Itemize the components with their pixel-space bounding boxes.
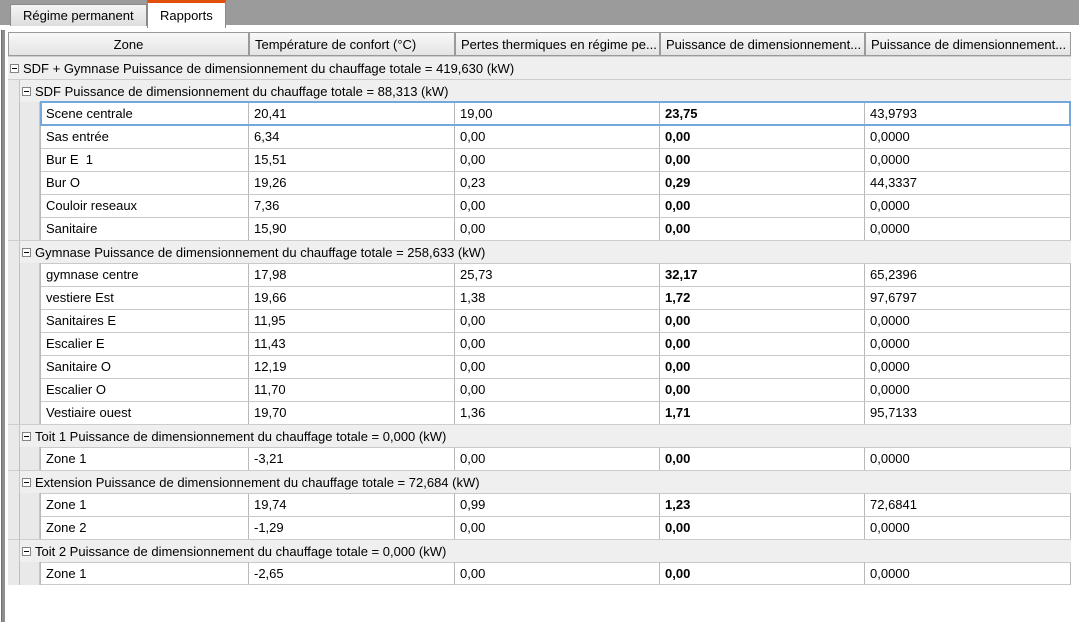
zone-cell[interactable]: Sanitaires E [41, 309, 249, 332]
tree-gutter [8, 241, 20, 263]
value-cell[interactable]: 11,43 [249, 332, 455, 355]
column-header-puissance-dimensionnement-1[interactable]: Puissance de dimensionnement... [660, 32, 865, 56]
data-row[interactable] [8, 263, 1071, 286]
value-cell[interactable]: 65,2396 [865, 263, 1071, 286]
data-row[interactable] [8, 493, 1071, 516]
tree-gutter [8, 194, 40, 217]
value-cell[interactable]: 7,36 [249, 194, 455, 217]
value-cell[interactable]: 0,0000 [865, 217, 1071, 240]
value-cell[interactable]: 0,00 [455, 217, 660, 240]
group-label: SDF Puissance de dimensionnement du chauffage totale = 88,313 (kW) [35, 83, 449, 99]
value-cell[interactable]: 0,00 [455, 562, 660, 585]
value-cell[interactable]: 20,41 [249, 102, 455, 125]
zone-cell[interactable]: gymnase centre [41, 263, 249, 286]
zone-cell[interactable]: Escalier O [41, 378, 249, 401]
value-cell[interactable]: 0,00 [455, 516, 660, 539]
value-cell[interactable]: 0,00 [455, 378, 660, 401]
value-cell[interactable]: 1,71 [660, 401, 865, 424]
group-band [20, 540, 1071, 562]
data-row[interactable] [8, 102, 1071, 125]
group-label: SDF + Gymnase Puissance de dimensionnement du chauffage totale = 419,630 (kW) [23, 60, 515, 76]
value-cell[interactable]: 0,00 [660, 447, 865, 470]
row-cells [40, 447, 1071, 470]
value-cell[interactable]: 0,0000 [865, 194, 1071, 217]
row-cells [40, 355, 1071, 378]
group-band [20, 241, 1071, 263]
value-cell[interactable]: 0,00 [660, 148, 865, 171]
row-cells [40, 125, 1071, 148]
group-label: Toit 2 Puissance de dimensionnement du chauffage totale = 0,000 (kW) [35, 543, 447, 559]
value-cell[interactable]: 43,9793 [865, 102, 1071, 125]
row-cells [40, 309, 1071, 332]
value-cell[interactable]: 0,00 [660, 194, 865, 217]
value-cell[interactable]: 19,66 [249, 286, 455, 309]
value-cell[interactable]: 0,00 [660, 562, 865, 585]
row-cells [40, 332, 1071, 355]
value-cell[interactable]: 0,00 [660, 309, 865, 332]
tab-rapports[interactable]: Rapports [147, 0, 226, 28]
data-row[interactable] [8, 516, 1071, 539]
zone-cell[interactable]: Escalier E [41, 332, 249, 355]
group-band [20, 425, 1071, 447]
value-cell[interactable]: 11,95 [249, 309, 455, 332]
tree-gutter [8, 148, 40, 171]
value-cell[interactable]: 19,00 [455, 102, 660, 125]
data-row[interactable] [8, 217, 1071, 240]
value-cell[interactable]: 0,29 [660, 171, 865, 194]
value-cell[interactable]: 0,00 [455, 355, 660, 378]
tree-gutter [8, 309, 40, 332]
value-cell[interactable]: -3,21 [249, 447, 455, 470]
group-row [8, 79, 1071, 102]
row-cells [40, 217, 1071, 240]
group-row [8, 240, 1071, 263]
collapse-minus-icon[interactable] [22, 478, 31, 487]
value-cell[interactable]: 19,74 [249, 493, 455, 516]
value-cell[interactable]: 0,00 [660, 125, 865, 148]
group-row [8, 56, 1071, 79]
value-cell[interactable]: 23,75 [660, 102, 865, 125]
value-cell[interactable]: -2,65 [249, 562, 455, 585]
group-row [8, 470, 1071, 493]
tree-gutter [8, 125, 40, 148]
data-row[interactable] [8, 309, 1071, 332]
value-cell[interactable]: 44,3337 [865, 171, 1071, 194]
value-cell[interactable]: 17,98 [249, 263, 455, 286]
value-cell[interactable]: 25,73 [455, 263, 660, 286]
value-cell[interactable]: 0,00 [455, 194, 660, 217]
column-header-puissance-dimensionnement-2[interactable]: Puissance de dimensionnement... [865, 32, 1071, 56]
tree-gutter [8, 355, 40, 378]
value-cell[interactable]: 0,0000 [865, 309, 1071, 332]
row-cells [40, 171, 1071, 194]
collapse-minus-icon[interactable] [22, 547, 31, 556]
group-row [8, 539, 1071, 562]
tree-gutter [8, 171, 40, 194]
data-row[interactable] [8, 355, 1071, 378]
data-row[interactable] [8, 562, 1071, 585]
value-cell[interactable]: 0,00 [660, 332, 865, 355]
row-cells [40, 286, 1071, 309]
zone-cell[interactable]: vestiere Est [41, 286, 249, 309]
left-panel-divider [1, 30, 5, 622]
tree-gutter [8, 286, 40, 309]
value-cell[interactable]: 1,23 [660, 493, 865, 516]
zone-cell[interactable]: Bur E 1 [41, 148, 249, 171]
row-cells [40, 493, 1071, 516]
tree-gutter [8, 263, 40, 286]
collapse-minus-icon[interactable] [22, 248, 31, 257]
value-cell[interactable]: 0,00 [455, 125, 660, 148]
tree-gutter [8, 217, 40, 240]
value-cell[interactable]: 0,00 [660, 355, 865, 378]
column-header-pertes-thermiques[interactable]: Pertes thermiques en régime pe... [455, 32, 660, 56]
row-cells [40, 194, 1071, 217]
value-cell[interactable]: 19,70 [249, 401, 455, 424]
group-row [8, 424, 1071, 447]
zone-cell[interactable]: Zone 1 [41, 493, 249, 516]
tree-gutter [8, 102, 40, 125]
data-row[interactable] [8, 148, 1071, 171]
group-label: Extension Puissance de dimensionnement du chauffage totale = 72,684 (kW) [35, 474, 480, 490]
value-cell[interactable]: 15,51 [249, 148, 455, 171]
collapse-minus-icon[interactable] [10, 64, 19, 73]
tree-gutter [8, 562, 40, 585]
zone-cell[interactable]: Vestiaire ouest [41, 401, 249, 424]
value-cell[interactable]: 0,00 [660, 217, 865, 240]
tree-gutter [8, 471, 20, 493]
collapse-minus-icon[interactable] [22, 432, 31, 441]
row-cells [40, 516, 1071, 539]
row-cells [40, 378, 1071, 401]
tab-bar [0, 0, 1079, 28]
grid-rows [8, 56, 1071, 585]
report-grid [8, 32, 1071, 585]
data-row[interactable] [8, 194, 1071, 217]
grid-header-row [8, 32, 1071, 56]
value-cell[interactable]: 95,7133 [865, 401, 1071, 424]
data-row[interactable] [8, 378, 1071, 401]
value-cell[interactable]: 1,36 [455, 401, 660, 424]
row-cells [40, 562, 1071, 585]
value-cell[interactable]: 0,00 [455, 309, 660, 332]
tree-gutter [8, 516, 40, 539]
group-label: Gymnase Puissance de dimensionnement du chauffage totale = 258,633 (kW) [35, 244, 486, 260]
data-row[interactable] [8, 401, 1071, 424]
column-header-zone[interactable]: Zone [8, 32, 249, 56]
row-cells [40, 263, 1071, 286]
tree-gutter [8, 332, 40, 355]
zone-cell[interactable]: Zone 2 [41, 516, 249, 539]
group-label: Toit 1 Puissance de dimensionnement du chauffage totale = 0,000 (kW) [35, 428, 447, 444]
value-cell[interactable]: 11,70 [249, 378, 455, 401]
value-cell[interactable]: 72,6841 [865, 493, 1071, 516]
value-cell[interactable]: 0,0000 [865, 125, 1071, 148]
tree-gutter [8, 425, 20, 447]
zone-cell[interactable]: Scene centrale [41, 102, 249, 125]
row-cells [40, 401, 1071, 424]
value-cell[interactable]: 0,0000 [865, 562, 1071, 585]
data-row[interactable] [8, 286, 1071, 309]
value-cell[interactable]: 0,0000 [865, 516, 1071, 539]
row-cells [40, 148, 1071, 171]
value-cell[interactable]: -1,29 [249, 516, 455, 539]
value-cell[interactable]: 0,0000 [865, 148, 1071, 171]
tree-gutter [8, 493, 40, 516]
row-cells [40, 102, 1071, 125]
value-cell[interactable]: 0,99 [455, 493, 660, 516]
value-cell[interactable]: 1,72 [660, 286, 865, 309]
tree-gutter [8, 401, 40, 424]
value-cell[interactable]: 0,0000 [865, 378, 1071, 401]
value-cell[interactable]: 97,6797 [865, 286, 1071, 309]
data-row[interactable] [8, 171, 1071, 194]
group-band [8, 57, 1071, 79]
data-row[interactable] [8, 125, 1071, 148]
value-cell[interactable]: 6,34 [249, 125, 455, 148]
tree-gutter [8, 447, 40, 470]
zone-cell[interactable]: Bur O [41, 171, 249, 194]
tree-gutter [8, 540, 20, 562]
value-cell[interactable]: 19,26 [249, 171, 455, 194]
column-header-temperature-confort[interactable]: Température de confort (°C) [249, 32, 455, 56]
tab-regime-permanent[interactable]: Régime permanent [10, 4, 147, 26]
value-cell[interactable]: 15,90 [249, 217, 455, 240]
zone-cell[interactable]: Couloir reseaux [41, 194, 249, 217]
zone-cell[interactable]: Sas entrée [41, 125, 249, 148]
tree-gutter [8, 80, 20, 102]
value-cell[interactable]: 0,00 [660, 378, 865, 401]
value-cell[interactable]: 0,23 [455, 171, 660, 194]
zone-cell[interactable]: Sanitaire [41, 217, 249, 240]
group-band [20, 80, 1071, 102]
value-cell[interactable]: 0,00 [455, 148, 660, 171]
value-cell[interactable]: 0,00 [660, 516, 865, 539]
zone-cell[interactable]: Zone 1 [41, 562, 249, 585]
value-cell[interactable]: 0,00 [455, 332, 660, 355]
value-cell[interactable]: 12,19 [249, 355, 455, 378]
tree-gutter [8, 378, 40, 401]
zone-cell[interactable]: Zone 1 [41, 447, 249, 470]
collapse-minus-icon[interactable] [22, 87, 31, 96]
value-cell[interactable]: 0,0000 [865, 447, 1071, 470]
zone-cell[interactable]: Sanitaire O [41, 355, 249, 378]
value-cell[interactable]: 0,0000 [865, 355, 1071, 378]
group-band [20, 471, 1071, 493]
data-row[interactable] [8, 447, 1071, 470]
value-cell[interactable]: 1,38 [455, 286, 660, 309]
value-cell[interactable]: 32,17 [660, 263, 865, 286]
value-cell[interactable]: 0,0000 [865, 332, 1071, 355]
data-row[interactable] [8, 332, 1071, 355]
value-cell[interactable]: 0,00 [455, 447, 660, 470]
